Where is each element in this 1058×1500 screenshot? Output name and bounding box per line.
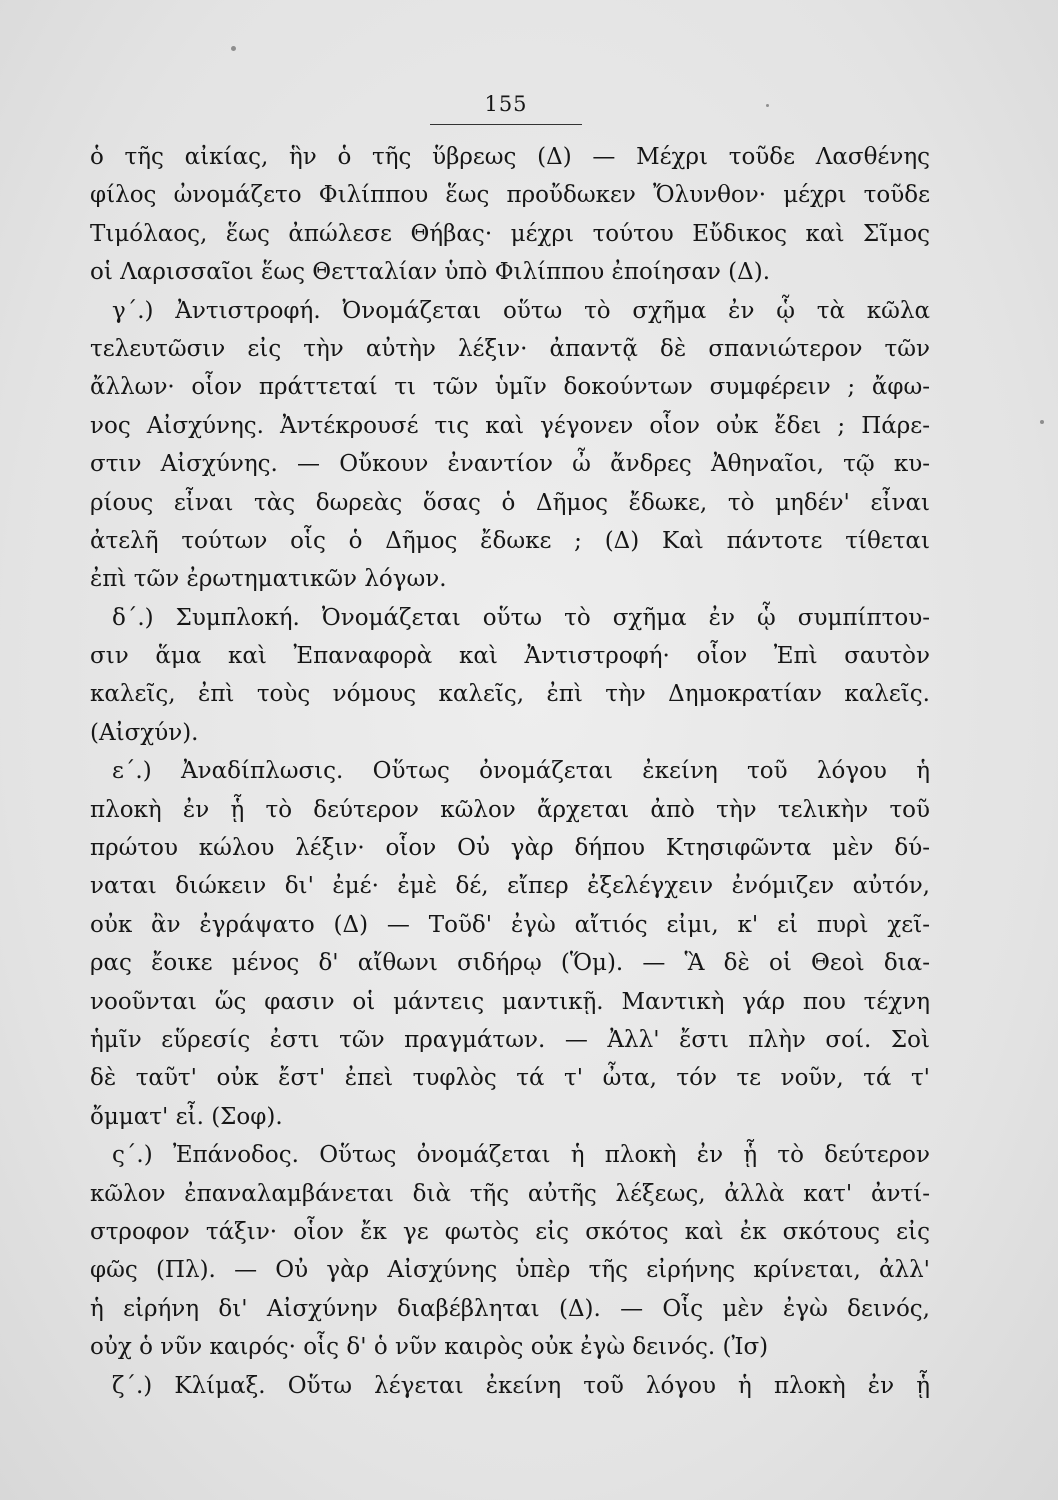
- paper-speck: [1040, 420, 1044, 424]
- text-line: νος Αἰσχύνης. Ἀντέκρουσέ τις καὶ γέγονεν οἷον οὐκ ἔδει ; Πάρε-: [90, 412, 930, 439]
- text-line: στιν Αἰσχύνης. — Οὔκουν ἐναντίον ὦ ἄνδρες Ἀθηναῖοι, τῷ κυ-: [90, 451, 930, 478]
- section-heading-epanodos: ς΄.) Ἐπάνοδος. Οὕτως ὀνομάζεται ἡ πλοκὴ ἐν ᾗ τὸ δεύτερον: [112, 1142, 930, 1169]
- body-text: [90, 138, 930, 1405]
- text-line: οἱ Λαρισσαῖοι ἕως Θετταλίαν ὑπὸ Φιλίππου ἐποίησαν (Δ).: [90, 259, 771, 286]
- text-line: φίλος ὠνομάζετο Φιλίππου ἕως προὔδωκεν Ὄλυνθον· μέχρι τοῦδε: [90, 182, 930, 209]
- text-line: ἀτελῆ τούτων οἷς ὁ Δῆμος ἔδωκε ; (Δ) Καὶ πάντοτε τίθεται: [90, 527, 930, 554]
- text-line: ρίους εἶναι τὰς δωρεὰς ὅσας ὁ Δῆμος ἔδωκε, τὸ μηδέν' εἶναι: [90, 489, 930, 516]
- section-heading-symploke: δ΄.) Συμπλοκή. Ὀνομάζεται οὕτω τὸ σχῆμα ἐν ᾧ συμπίπτου-: [112, 604, 930, 631]
- text-line: οὐχ ὁ νῦν καιρός· οἷς δ' ὁ νῦν καιρὸς οὐκ ἐγὼ δεινός. (Ἰσ): [90, 1334, 769, 1361]
- text-line: πρώτου κώλου λέξιν· οἷον Οὐ γὰρ δήπου Κτησιφῶντα μὲν δύ-: [90, 835, 930, 862]
- section-heading-anadiplosis: ε΄.) Ἀναδίπλωσις. Οὕτως ὀνομάζεται ἐκείνη τοῦ λόγου ἡ: [112, 758, 930, 785]
- paper-speck: [766, 104, 769, 107]
- text-line: πλοκὴ ἐν ᾗ τὸ δεύτερον κῶλον ἄρχεται ἀπὸ τὴν τελικὴν τοῦ: [90, 796, 930, 823]
- text-line: τελευτῶσιν εἰς τὴν αὐτὴν λέξιν· ἀπαντᾷ δὲ σπανιώτερον τῶν: [90, 335, 930, 362]
- text-line: ρας ἔοικε μένος δ' αἴθωνι σιδήρῳ (Ὅμ). — Ἃ δὲ οἱ Θεοὶ δια-: [90, 950, 930, 977]
- text-line: ἐπὶ τῶν ἐρωτηματικῶν λόγων.: [90, 566, 447, 593]
- page-number-rule: [430, 124, 582, 125]
- text-line: ὁ τῆς αἰκίας, ἣν ὁ τῆς ὕβρεως (Δ) — Μέχρι τοῦδε Λασθένης: [90, 144, 930, 170]
- text-line: (Αἰσχύν).: [90, 719, 199, 746]
- text-line: κῶλον ἐπαναλαμβάνεται διὰ τῆς αὐτῆς λέξεως, ἀλλὰ κατ' ἀντί-: [90, 1180, 930, 1207]
- text-line: ὄμματ' εἶ. (Σοφ).: [90, 1103, 283, 1130]
- section-heading-klimax: ζ΄.) Κλίμαξ. Οὕτω λέγεται ἐκείνη τοῦ λόγου ἡ πλοκὴ ἐν ᾗ: [112, 1372, 930, 1399]
- text-line: φῶς (Πλ). — Οὐ γὰρ Αἰσχύνης ὑπὲρ τῆς εἰρήνης κρίνεται, ἀλλ': [90, 1257, 930, 1284]
- section-heading-antistrophe: γ΄.) Ἀντιστροφή. Ὀνομάζεται οὕτω τὸ σχῆμα ἐν ᾧ τὰ κῶλα: [112, 297, 930, 324]
- text-line: Τιμόλαος, ἕως ἀπώλεσε Θήβας· μέχρι τούτου Εὔδικος καὶ Σῖμος: [90, 220, 930, 247]
- text-line: ἄλλων· οἷον πράττεταί τι τῶν ὑμῖν δοκούντων συμφέρειν ; ἄφω-: [90, 374, 930, 401]
- text-line: ἡμῖν εὕρεσίς ἐστι τῶν πραγμάτων. — Ἀλλ' ἔστι πλὴν σοί. Σοὶ: [90, 1026, 930, 1053]
- text-line: ναται διώκειν δι' ἐμέ· ἐμὲ δέ, εἴπερ ἐξελέγχειν ἐνόμιζεν αὐτόν,: [90, 873, 930, 900]
- paper-speck: [231, 46, 236, 51]
- text-line: οὐκ ἂν ἐγράψατο (Δ) — Τοῦδ' ἐγὼ αἴτιός εἰμι, κ' εἰ πυρὶ χεῖ-: [90, 911, 930, 938]
- text-line: ἡ εἰρήνη δι' Αἰσχύνην διαβέβληται (Δ). — Οἷς μὲν ἐγὼ δεινός,: [90, 1295, 930, 1322]
- text-line: καλεῖς, ἐπὶ τοὺς νόμους καλεῖς, ἐπὶ τὴν Δημοκρατίαν καλεῖς.: [90, 681, 930, 708]
- page-number: 155: [484, 92, 528, 116]
- text-line: νοοῦνται ὥς φασιν οἱ μάντεις μαντικῇ. Μαντικὴ γάρ που τέχνη: [90, 988, 930, 1015]
- text-line: δὲ ταῦτ' οὐκ ἔστ' ἐπεὶ τυφλὸς τά τ' ὦτα, τόν τε νοῦν, τά τ': [90, 1065, 930, 1092]
- text-line: σιν ἅμα καὶ Ἐπαναφορὰ καὶ Ἀντιστροφή· οἷον Ἐπὶ σαυτὸν: [90, 643, 930, 670]
- text-line: στροφον τάξιν· οἷον ἔκ γε φωτὸς εἰς σκότος καὶ ἐκ σκότους εἰς: [90, 1218, 930, 1245]
